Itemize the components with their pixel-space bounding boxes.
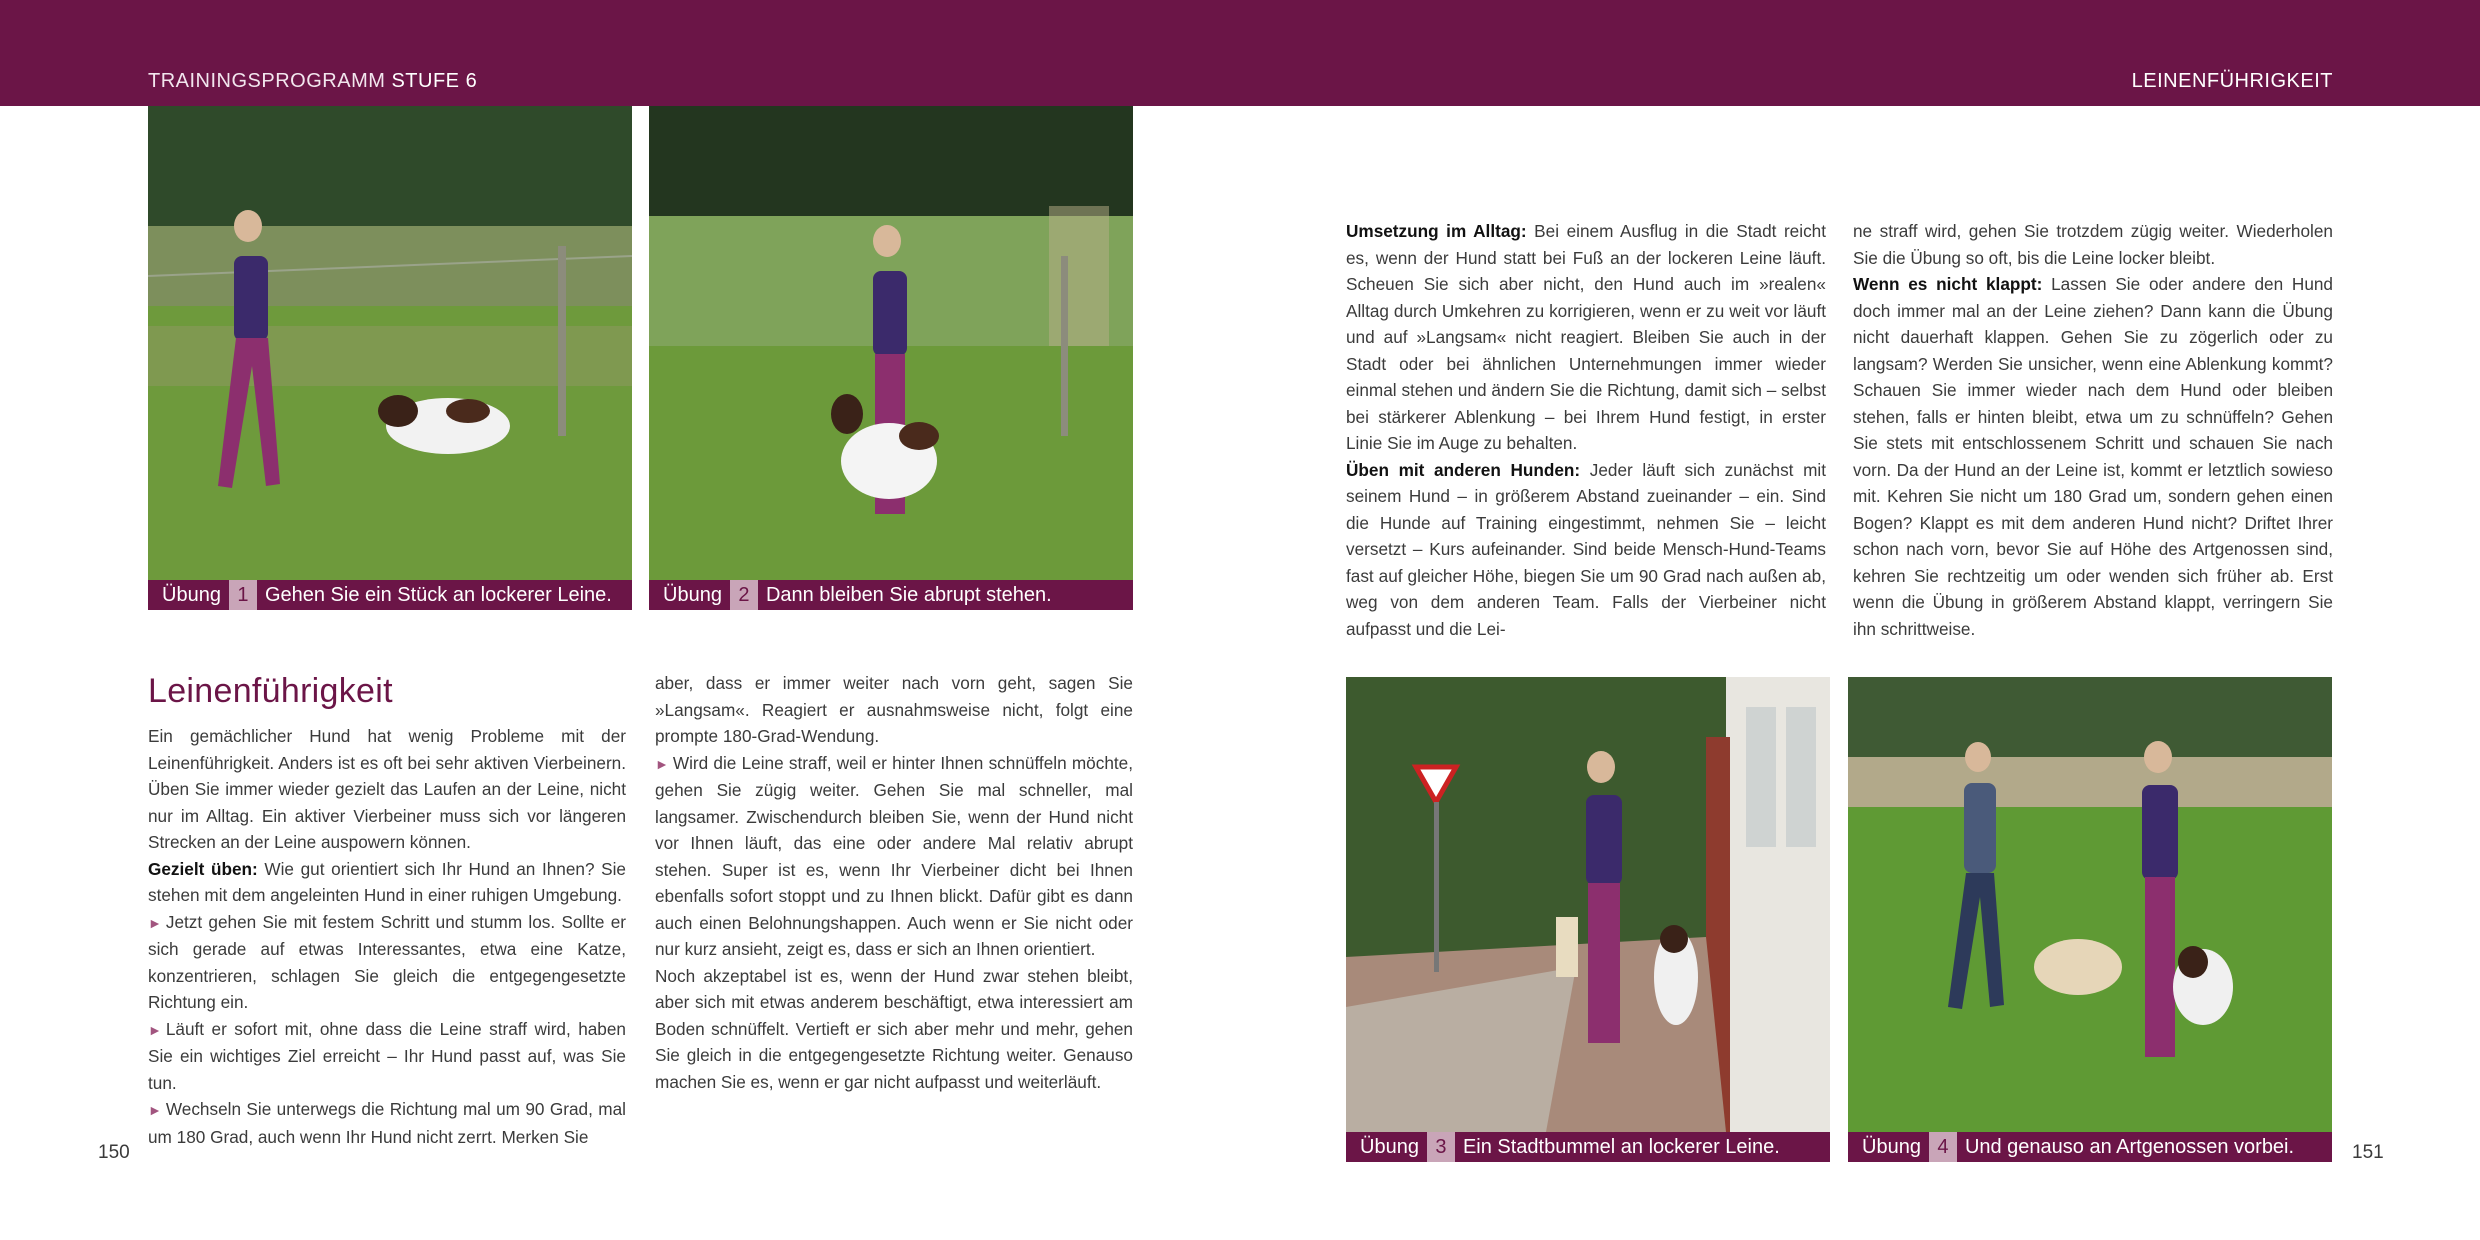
caption-number: 3 — [1427, 1132, 1455, 1162]
text-column-2 — [655, 670, 1133, 1095]
paragraph-nicht-klappt — [1853, 271, 2333, 642]
bullet-triangle-icon: ► — [148, 914, 162, 931]
bullet-text: Wechseln Sie unterwegs die Richtung mal um 90 Grad, mal um 180 Grad, auch wenn Ihr Hund nicht zerrt. Merken Sie — [148, 1099, 626, 1147]
caption-text: Und genauso an Artgenossen vorbei. — [1964, 1136, 2295, 1158]
photo-exercise-2 — [649, 106, 1133, 580]
bullet-text: Wird die Leine straff, weil er hinter Ihnen schnüffeln möchte, gehen Sie zügig weiter. Gehen Sie mal schneller, mal langsamer. Zwischendurch bleiben Sie, wenn der Hund nicht vor Ihnen läuft, das eine oder andere Mal relativ abrupt stehen. Super ist es, wenn Ihr Vierbeiner dicht bei Ihnen ebenfalls sofort stoppt und zu Ihnen blickt. Dafür gibt es dann auch einen Belohnungshappen. Auch wenn er Sie nicht oder nur kurz ansieht, zeigt es, dass er sich an Ihnen orientiert. — [655, 752, 1133, 959]
photo-exercise-1 — [148, 106, 632, 580]
caption-number: 2 — [730, 580, 758, 610]
paragraph-gezielt — [148, 856, 626, 909]
header-program: TRAININGSPROGRAMM — [148, 70, 386, 92]
paragraph-text: Bei einem Ausflug in die Stadt reicht es, wenn der Hund statt bei Fuß an der lockeren Leine läuft. Scheuen Sie sich aber nicht, den Hund auch im »realen« Alltag durch Umkehren zu korrigieren, wenn er zu weit vor läuft und auf »Langsam« nicht reagiert. Bleiben Sie auch in der Stadt oder bei ähnlichen Unternehmungen immer wieder einmal stehen und ändern Sie die Richtung, damit sich – selbst bei stärkerer Ablenkung – bei Ihrem Hund festigt, in erster Linie Sie im Auge zu behalten. — [1346, 221, 1826, 453]
header-chapter-title: LEINENFÜHRIGKEIT — [2131, 70, 2333, 92]
bold-lead: Wenn es nicht klappt: — [1853, 274, 2043, 294]
bullet-triangle-icon: ► — [148, 1021, 162, 1038]
caption-exercise-4 — [1848, 1132, 2332, 1162]
bold-lead: Umsetzung im Alltag: — [1346, 221, 1527, 241]
text-column-3 — [1346, 218, 1826, 642]
paragraph-andere-hunde — [1346, 457, 1826, 643]
header-section-title — [148, 70, 477, 93]
paragraph-alltag — [1346, 218, 1826, 457]
caption-label: Übung — [663, 584, 722, 606]
paragraph-continued: ne straff wird, gehen Sie trotzdem zügig weiter. Wiederholen Sie die Übung so oft, bis die Leine locker bleibt. — [1853, 221, 2333, 268]
caption-label: Übung — [1360, 1136, 1419, 1158]
caption-number: 1 — [229, 580, 257, 610]
bullet-triangle-icon: ► — [148, 1102, 162, 1118]
photo-exercise-3 — [1346, 677, 1830, 1132]
page-number-left: 150 — [98, 1142, 130, 1163]
paragraph-continued: aber, dass er immer weiter nach vorn geht, sagen Sie »Langsam«. Reagiert er ausnahmsweise nicht, folgt eine prompte 180-Grad-Wendung. — [655, 673, 1133, 746]
bold-lead: Gezielt üben: — [148, 858, 258, 879]
caption-text: Ein Stadtbummel an lockerer Leine. — [1462, 1136, 1780, 1158]
bullet-item — [148, 1096, 626, 1150]
bullet-text: Jetzt gehen Sie mit festem Schritt und stumm los. Sollte er sich gerade auf etwas Interessantes, etwa eine Katze, konzentrieren, schlagen Sie gleich die entgegengesetzte Richtung ein. — [148, 911, 626, 1012]
bullet-item — [148, 1016, 626, 1097]
bullet-triangle-icon: ► — [655, 755, 669, 772]
caption-text: Gehen Sie ein Stück an lockerer Leine. — [264, 584, 612, 606]
caption-exercise-1 — [148, 580, 632, 610]
bullet-item — [148, 909, 626, 1016]
caption-number: 4 — [1929, 1132, 1957, 1162]
text-column-1 — [148, 723, 626, 1150]
page-number-right: 151 — [2352, 1142, 2384, 1163]
paragraph-intro: Ein gemächlicher Hund hat wenig Probleme mit der Leinenführigkeit. Anders ist es oft bei sehr aktiven Vierbeinern. Üben Sie immer wieder gezielt das Laufen an der Leine, nicht nur im Alltag. Ein aktiver Vierbeiner muss sich vor längeren Strecken an der Leine auspowern können. — [148, 726, 626, 852]
caption-text: Dann bleiben Sie abrupt stehen. — [765, 584, 1052, 606]
paragraph-text: Lassen Sie oder andere den Hund doch immer mal an der Leine ziehen? Dann kann die Übung nicht dauerhaft klappen. Gehen Sie zu zögerlich oder zu langsam? Werden Sie unsicher, wenn eine Ablenkung kommt? Schauen Sie immer wieder nach dem Hund oder bleiben stehen, falls er hinten bleibt, etwa um zu schnüffeln? Gehen Sie stets mit entschlossenem Schritt und schauen Sie nach vorn. Da der Hund an der Leine ist, kommt er letztlich sowieso mit. Kehren Sie nicht um 180 Grad um, sondern gehen einen Bogen? Klappt es mit dem anderen Hund nicht? Driftet Ihrer schon nach vorn, bevor Sie auf Höhe des Artgenossen sind, kehren Sie rechtzeitig um oder wenden sich früher ab. Erst wenn die Übung in größerem Abstand klappt, verringern Sie ihn schrittweise. — [1853, 274, 2333, 639]
caption-exercise-3 — [1346, 1132, 1830, 1162]
caption-label: Übung — [1862, 1136, 1921, 1158]
bullet-text: Läuft er sofort mit, ohne dass die Leine straff wird, haben Sie ein wichtiges Ziel erreicht – Ihr Hund passt auf, was Sie tun. — [148, 1018, 626, 1093]
section-heading: Leinenführigkeit — [148, 672, 393, 710]
bullet-item — [655, 750, 1133, 963]
photo-exercise-4 — [1848, 677, 2332, 1132]
text-column-4 — [1853, 218, 2333, 642]
bold-lead: Üben mit anderen Hunden: — [1346, 459, 1581, 480]
paragraph-text: Wie gut orientiert sich Ihr Hund an Ihnen? Sie stehen mit dem angeleinten Hund in einer ruhigen Umgebung. — [148, 858, 626, 905]
caption-exercise-2 — [649, 580, 1133, 610]
caption-label: Übung — [162, 584, 221, 606]
header-stage: STUFE 6 — [391, 70, 478, 92]
paragraph-text: Jeder läuft sich zunächst mit seinem Hund – in größerem Abstand zueinander – ein. Sind die Hunde auf Training eingestimmt, nehmen Sie – leicht versetzt – Kurs aufeinander. Sind beide Mensch-Hund-Teams fast auf gleicher Höhe, biegen Sie um 90 Grad nach außen ab, weg von dem anderen Team. Falls der Vierbeiner nicht aufpasst und die Lei- — [1346, 459, 1826, 639]
paragraph-akzeptabel: Noch akzeptabel ist es, wenn der Hund zwar stehen bleibt, aber sich mit etwas anderem beschäftigt, etwa interessiert am Boden schnüffelt. Vertieft er sich aber mehr und mehr, gehen Sie gleich in die entgegengesetzte Richtung weiter. Genauso machen Sie es, wenn er gar nicht aufpasst und weiterläuft. — [655, 965, 1133, 1092]
